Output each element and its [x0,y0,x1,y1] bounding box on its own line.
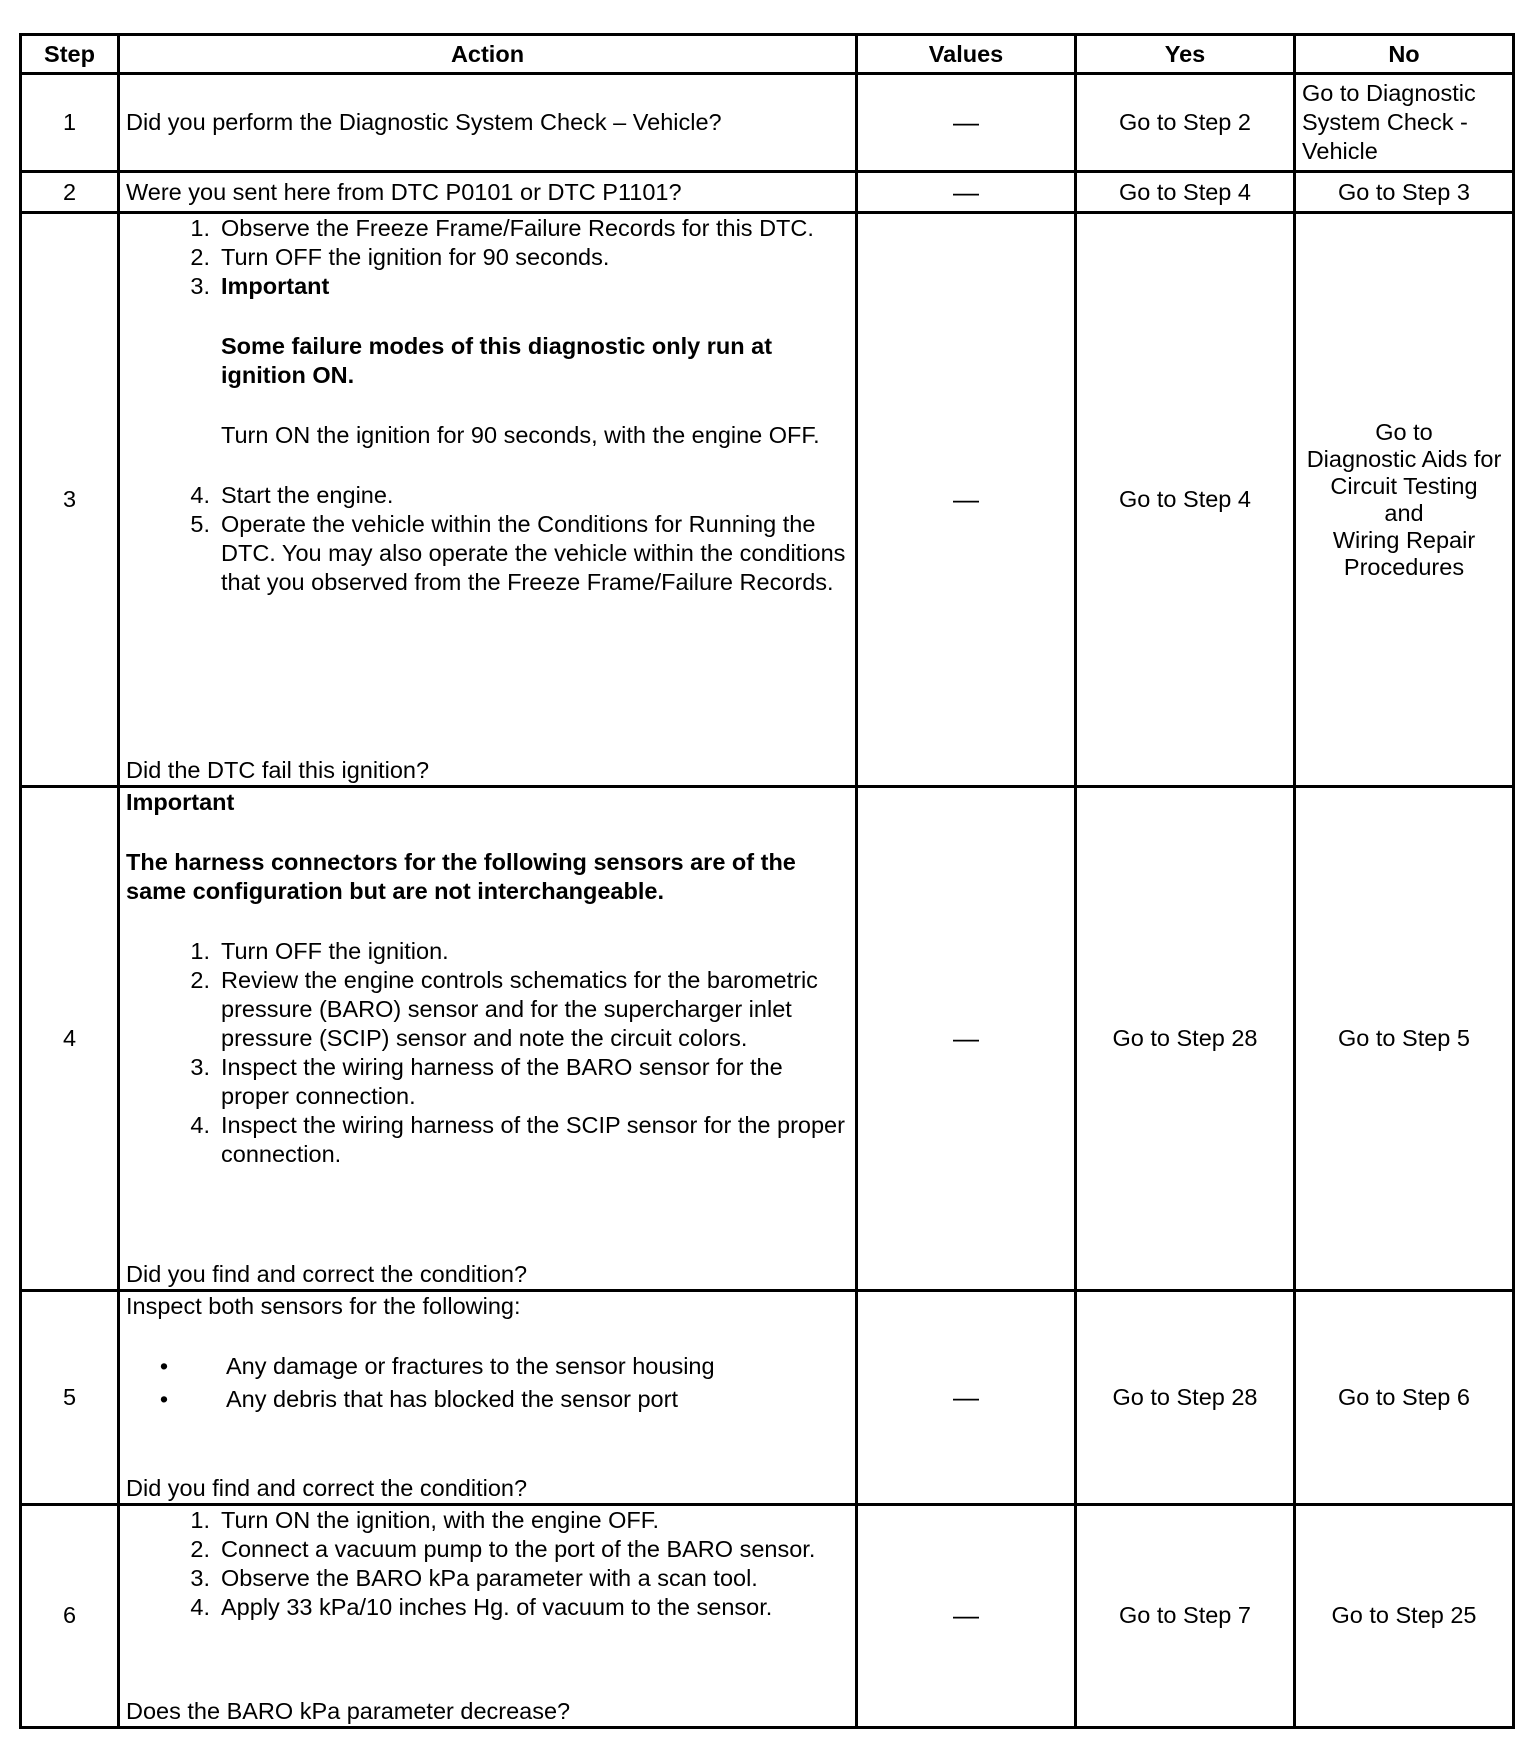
yes-cell: Go to Step 2 [1076,74,1295,172]
list-item: 3. Inspect the wiring harness of the BARO sensor for the proper connection. [190,1054,783,1110]
important-note: Some failure modes of this diagnostic only run at ignition ON. [221,333,773,389]
values-cell: — [857,172,1076,213]
action-cell [119,213,857,787]
action-intro: Inspect both sensors for the following: [126,1293,521,1320]
action-cell [119,787,857,1291]
list-item-continuation [126,301,849,481]
action-question: Did the DTC fail this ignition? [126,757,430,784]
action-question: Did you find and correct the condition? [126,1261,528,1288]
table-row [21,1291,1514,1504]
diagnostic-table [19,33,1515,1729]
list-item: 4. Inspect the wiring harness of the SCIP sensor for the proper connection. [190,1112,845,1168]
action-cell [119,74,857,172]
step-number: 1 [21,74,119,172]
values-cell: — [857,1504,1076,1727]
yes-cell: Go to Step 28 [1076,787,1295,1291]
table-row [21,787,1514,1291]
step-number: 4 [21,787,119,1291]
action-cell [119,1504,857,1727]
action-cell [119,1291,857,1504]
procedure-list [126,214,849,597]
table-row [21,172,1514,213]
list-item: 1. Observe the Freeze Frame/Failure Records for this DTC. [190,215,814,242]
procedure-list [126,1506,849,1622]
values-cell: — [857,213,1076,787]
no-cell: Go to Diagnostic System Check - Vehicle [1295,74,1514,172]
bullet-list [126,1352,849,1414]
list-item: 2. Turn OFF the ignition for 90 seconds. [190,244,610,271]
important-note: The harness connectors for the following sensors are of the same configuration but are not interchangeable. [126,849,796,905]
values-cell: — [857,787,1076,1291]
action-question: Does the BARO kPa parameter decrease? [126,1698,571,1724]
yes-cell: Go to Step 7 [1076,1504,1295,1727]
table-row [21,213,1514,787]
header-yes: Yes [1076,35,1295,74]
values-cell: — [857,1291,1076,1504]
list-item: 4. Apply 33 kPa/10 inches Hg. of vacuum to the sensor. [190,1593,773,1620]
header-action: Action [119,35,857,74]
table-row [21,74,1514,172]
step-number: 6 [21,1504,119,1727]
header-row [21,35,1514,74]
step-number: 3 [21,213,119,787]
no-cell: Go to Step 3 [1295,172,1514,213]
list-item: 1. Turn OFF the ignition. [190,938,449,965]
list-item: • Any damage or fractures to the sensor housing [159,1353,715,1380]
no-cell: Go to Step 5 [1295,787,1514,1291]
important-heading: Important [126,789,235,816]
action-question: Did you find and correct the condition? [126,1474,528,1501]
yes-cell: Go to Step 4 [1076,213,1295,787]
no-cell: Go to Step 25 [1295,1504,1514,1727]
list-item: 2. Connect a vacuum pump to the port of the BARO sensor. [190,1535,816,1562]
no-cell: Go to Step 6 [1295,1291,1514,1504]
list-item: 4. Start the engine. [190,482,394,509]
header-step: Step [21,35,119,74]
action-question: Were you sent here from DTC P0101 or DTC P1101? [126,178,682,205]
yes-cell: Go to Step 4 [1076,172,1295,213]
action-cell [119,172,857,213]
step-number: 5 [21,1291,119,1504]
list-item: 3. Important [190,273,330,300]
list-item: 1. Turn ON the ignition, with the engine OFF. [190,1506,660,1533]
list-item: 5. Operate the vehicle within the Conditions for Running the DTC. You may also operate the vehicle within the conditions that you observed from the Freeze Frame/Failure Records. [190,511,846,596]
list-item: 3. Observe the BARO kPa parameter with a scan tool. [190,1564,758,1591]
table-row [21,1504,1514,1727]
procedure-list [126,937,849,1169]
list-item: 2. Review the engine controls schematics for the barometric pressure (BARO) sensor and for the supercharger inlet pressure (SCIP) sensor and note the circuit colors. [190,967,818,1052]
list-item: • Any debris that has blocked the sensor port [159,1386,678,1413]
header-values: Values [857,35,1076,74]
item3-instruction: Turn ON the ignition for 90 seconds, with the engine OFF. [221,422,820,449]
action-question: Did you perform the Diagnostic System Check – Vehicle? [126,109,722,136]
values-cell: — [857,74,1076,172]
yes-cell: Go to Step 28 [1076,1291,1295,1504]
header-no: No [1295,35,1514,74]
no-cell: Go to Diagnostic Aids for Circuit Testing and Wiring Repair Procedures [1295,213,1514,787]
step-number: 2 [21,172,119,213]
